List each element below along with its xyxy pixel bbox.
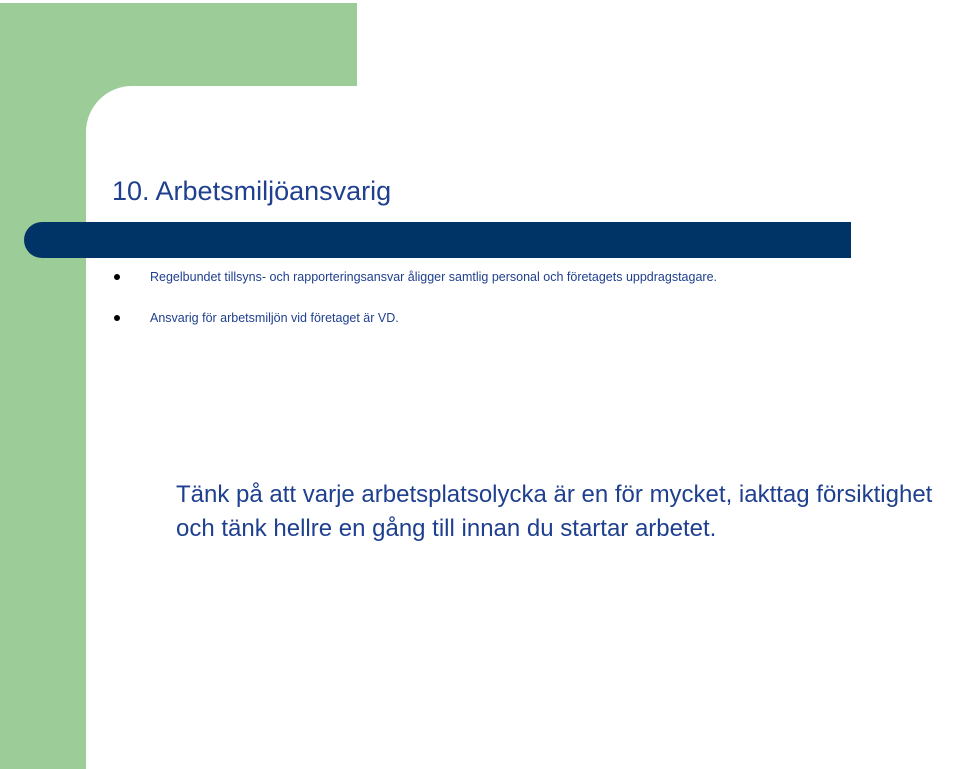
bullet-dot-icon xyxy=(114,315,120,321)
bullet-text: Ansvarig för arbetsmiljön vid företaget är VD. xyxy=(150,311,399,325)
bullet-dot-icon xyxy=(114,274,120,280)
slide-title: 10. Arbetsmiljöansvarig xyxy=(112,176,392,206)
title-underline-bar xyxy=(24,222,851,258)
bullet-text: Regelbundet tillsyns- och rapporteringsansvar åligger samtlig personal och företagets uppdragstagare. xyxy=(150,270,717,284)
bullet-item xyxy=(114,310,840,326)
bullet-list xyxy=(114,269,840,351)
safety-note: Tänk på att varje arbetsplatsolycka är en för mycket, iakttag försiktighet och tänk hellre en gång till innan du startar arbetet. xyxy=(176,481,933,542)
bullet-item xyxy=(114,269,840,285)
